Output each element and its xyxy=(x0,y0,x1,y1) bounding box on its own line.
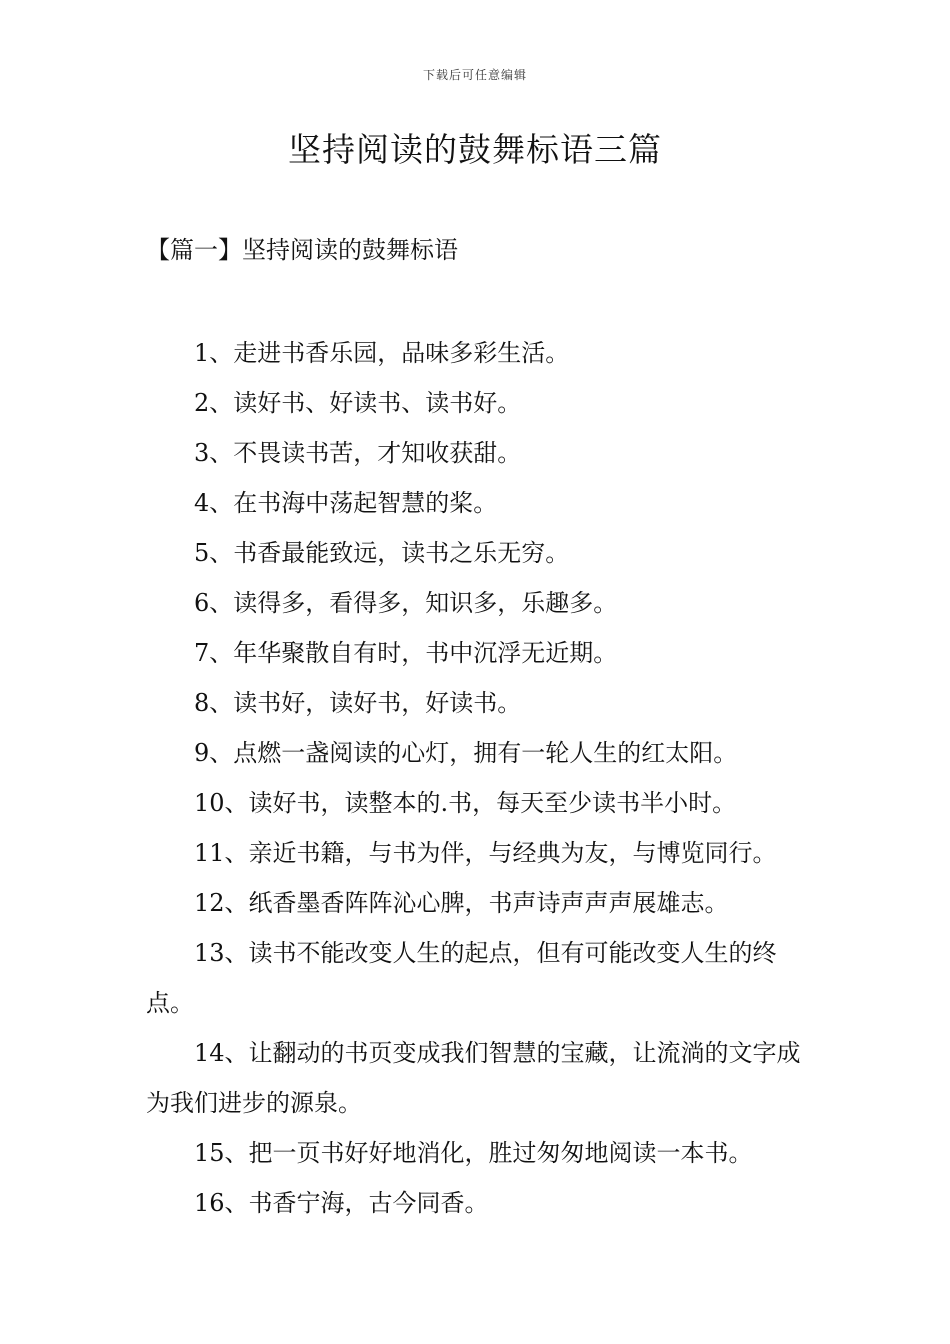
slogan-list xyxy=(146,328,810,1228)
list-item: 10、读好书，读整本的.书，每天至少读书半小时。 xyxy=(194,789,737,817)
list-item: 4、在书海中荡起智慧的桨。 xyxy=(194,489,498,517)
list-item: 9、点燃一盏阅读的心灯，拥有一轮人生的红太阳。 xyxy=(194,739,738,767)
list-item: 1、走进书香乐园，品味多彩生活。 xyxy=(194,339,570,367)
list-item: 3、不畏读书苦，才知收获甜。 xyxy=(194,439,522,467)
list-item: 6、读得多，看得多，知识多，乐趣多。 xyxy=(194,589,618,617)
list-item: 11、亲近书籍，与书为伴，与经典为友，与博览同行。 xyxy=(194,839,777,867)
list-item: 13、读书不能改变人生的起点，但有可能改变人生的终点。 xyxy=(146,939,777,1017)
list-item: 7、年华聚散自有时，书中沉浮无近期。 xyxy=(194,639,618,667)
list-item: 12、纸香墨香阵阵沁心脾，书声诗声声声展雄志。 xyxy=(194,889,729,917)
section-heading: 【篇一】坚持阅读的鼓舞标语 xyxy=(146,236,458,264)
list-item: 2、读好书、好读书、读书好。 xyxy=(194,389,522,417)
list-item: 16、书香宁海，古今同香。 xyxy=(194,1189,489,1217)
header-note: 下载后可任意编辑 xyxy=(422,68,527,82)
page-title: 坚持阅读的鼓舞标语三篇 xyxy=(288,130,662,169)
list-item: 5、书香最能致远，读书之乐无穷。 xyxy=(194,539,570,567)
list-item: 15、把一页书好好地消化，胜过匆匆地阅读一本书。 xyxy=(194,1139,753,1167)
list-item: 8、读书好，读好书，好读书。 xyxy=(194,689,522,717)
list-item: 14、让翻动的书页变成我们智慧的宝藏，让流淌的文字成为我们进步的源泉。 xyxy=(146,1039,801,1117)
